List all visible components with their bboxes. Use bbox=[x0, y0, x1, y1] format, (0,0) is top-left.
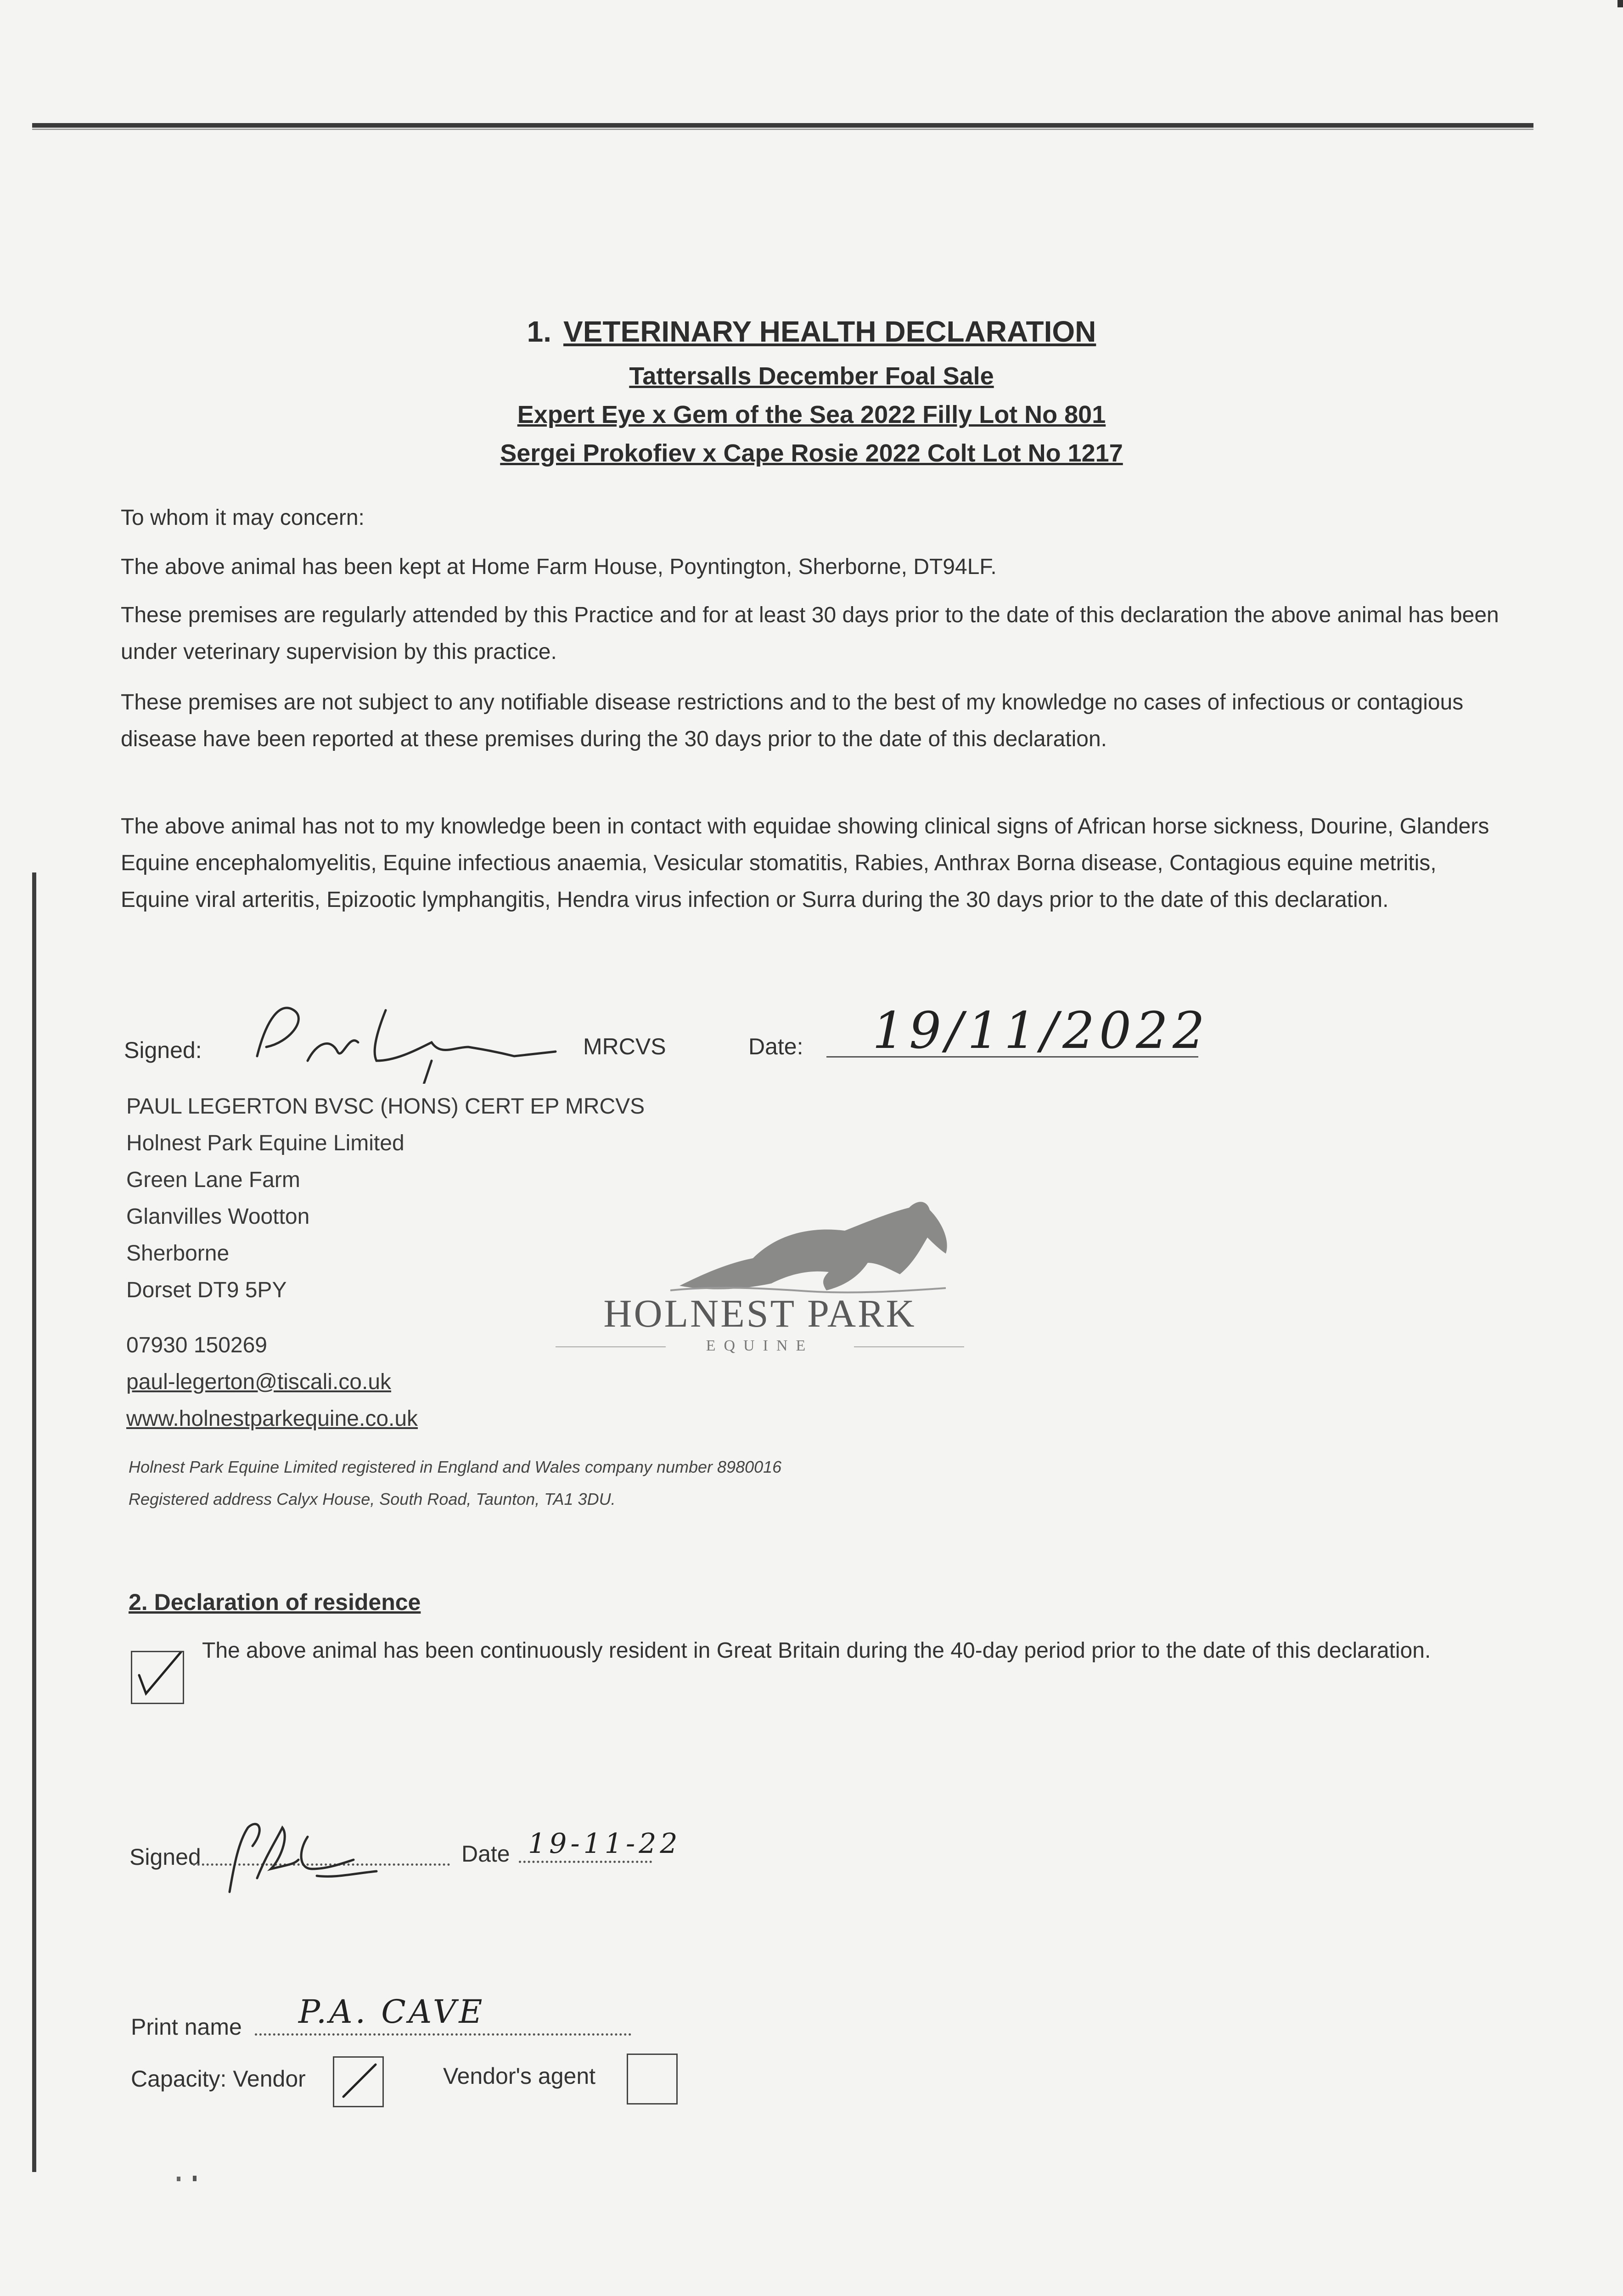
paragraph-attendance: These premises are regularly attended by this Practice and for at least 30 days prior to the date of this declaration the above animal has been under veterinary supervision by this practice. bbox=[121, 603, 1499, 664]
residence-date-handwritten: 19-11-22 bbox=[528, 1828, 681, 1860]
vet-contact-block bbox=[126, 1327, 418, 1437]
practice-name: Holnest Park Equine Limited bbox=[126, 1131, 404, 1155]
mrcvs-label: MRCVS bbox=[583, 1034, 666, 1059]
print-name-label: Print name bbox=[131, 2014, 242, 2040]
checkmark-icon bbox=[334, 2058, 382, 2106]
vendor-agent-label: Vendor's agent bbox=[443, 2063, 596, 2089]
top-rule-shadow bbox=[32, 129, 1533, 130]
horse-icon bbox=[670, 1194, 964, 1300]
registration-line-1: Holnest Park Equine Limited registered in England and Wales company number 8980016 bbox=[129, 1458, 782, 1476]
lot-line-1: Expert Eye x Gem of the Sea 2022 Filly Lot No 801 bbox=[517, 401, 1106, 428]
website-link[interactable]: www.holnestparkequine.co.uk bbox=[126, 1407, 418, 1431]
vet-signature-drawing bbox=[239, 992, 569, 1084]
date-label: Date: bbox=[748, 1034, 803, 1059]
document-title bbox=[0, 315, 1623, 349]
residence-signature bbox=[202, 1809, 395, 1901]
print-name-line[interactable] bbox=[255, 2033, 631, 2036]
address-line-2: Glanvilles Wootton bbox=[126, 1204, 310, 1229]
vendor-agent-checkbox[interactable] bbox=[627, 2054, 678, 2105]
vet-name: PAUL LEGERTON BVSC (HONS) CERT EP MRCVS bbox=[126, 1094, 645, 1119]
scan-speck bbox=[177, 2177, 180, 2181]
checkmark-icon bbox=[132, 1652, 183, 1703]
residence-checkbox[interactable] bbox=[131, 1651, 184, 1704]
scan-edge bbox=[32, 872, 36, 2172]
logo-rule-right bbox=[854, 1346, 964, 1347]
address-line-1: Green Lane Farm bbox=[126, 1168, 300, 1192]
scan-corner-mark bbox=[1617, 0, 1623, 7]
vet-address-block bbox=[126, 1088, 645, 1309]
email-link[interactable]: paul-legerton@tiscali.co.uk bbox=[126, 1370, 392, 1394]
horse-logo-drawing bbox=[670, 1194, 964, 1300]
registration-block bbox=[129, 1451, 781, 1515]
vendor-checkbox[interactable] bbox=[333, 2056, 384, 2107]
title-number: 1. bbox=[527, 315, 552, 348]
residence-signed-label: Signed bbox=[129, 1844, 201, 1870]
address-line-3: Sherborne bbox=[126, 1241, 230, 1266]
residence-date-label: Date bbox=[461, 1841, 510, 1867]
capacity-vendor-label: Capacity: Vendor bbox=[131, 2066, 306, 2092]
address-line-4: Dorset DT9 5PY bbox=[126, 1278, 287, 1302]
title-text: VETERINARY HEALTH DECLARATION bbox=[563, 315, 1096, 348]
paragraph-restrictions: These premises are not subject to any notifiable disease restrictions and to the best of my knowledge no cases of infectious or contagious disease have been reported at these premises during the 30 days prior to the date of this declaration. bbox=[121, 690, 1464, 751]
paragraph-diseases: The above animal has not to my knowledge been in contact with equidae showing clinical signs of African horse sickness, Dourine, Glanders Equine encephalomyelitis, Equine infectious anaemia, Vesicular stomatitis, Rabies, Anthrax Borna disease, Contagious equine metritis, Equine viral arteritis, Epizootic lymphangitis, Hendra virus infection or Surra during the 30 days prior to the date of this declaration. bbox=[121, 814, 1489, 912]
sale-name: Tattersalls December Foal Sale bbox=[629, 362, 994, 390]
paragraph-premises: The above animal has been kept at Home Farm House, Poyntington, Sherborne, DT94LF. bbox=[121, 555, 997, 579]
logo-subtitle: EQUINE bbox=[706, 1337, 814, 1354]
logo-name: HOLNEST PARK bbox=[603, 1291, 916, 1335]
signed-label: Signed: bbox=[124, 1037, 202, 1063]
vet-date-handwritten: 19/11/2022 bbox=[872, 1001, 1210, 1060]
salutation: To whom it may concern: bbox=[121, 506, 365, 530]
print-name-handwritten: P.A. CAVE bbox=[298, 1993, 485, 2031]
registration-line-2: Registered address Calyx House, South Road, Taunton, TA1 3DU. bbox=[129, 1490, 616, 1508]
residence-heading: 2. Declaration of residence bbox=[129, 1589, 421, 1615]
residence-signature-drawing bbox=[202, 1809, 395, 1901]
lot-line-2: Sergei Prokofiev x Cape Rosie 2022 Colt Lot No 1217 bbox=[500, 439, 1123, 467]
phone-number: 07930 150269 bbox=[126, 1333, 267, 1357]
residence-statement: The above animal has been continuously resident in Great Britain during the 40-day period prior to the date of this declaration. bbox=[202, 1638, 1431, 1663]
vet-signature bbox=[239, 992, 569, 1084]
scan-speck bbox=[193, 2176, 197, 2181]
top-rule bbox=[32, 123, 1533, 128]
residence-date-line[interactable] bbox=[519, 1861, 652, 1863]
